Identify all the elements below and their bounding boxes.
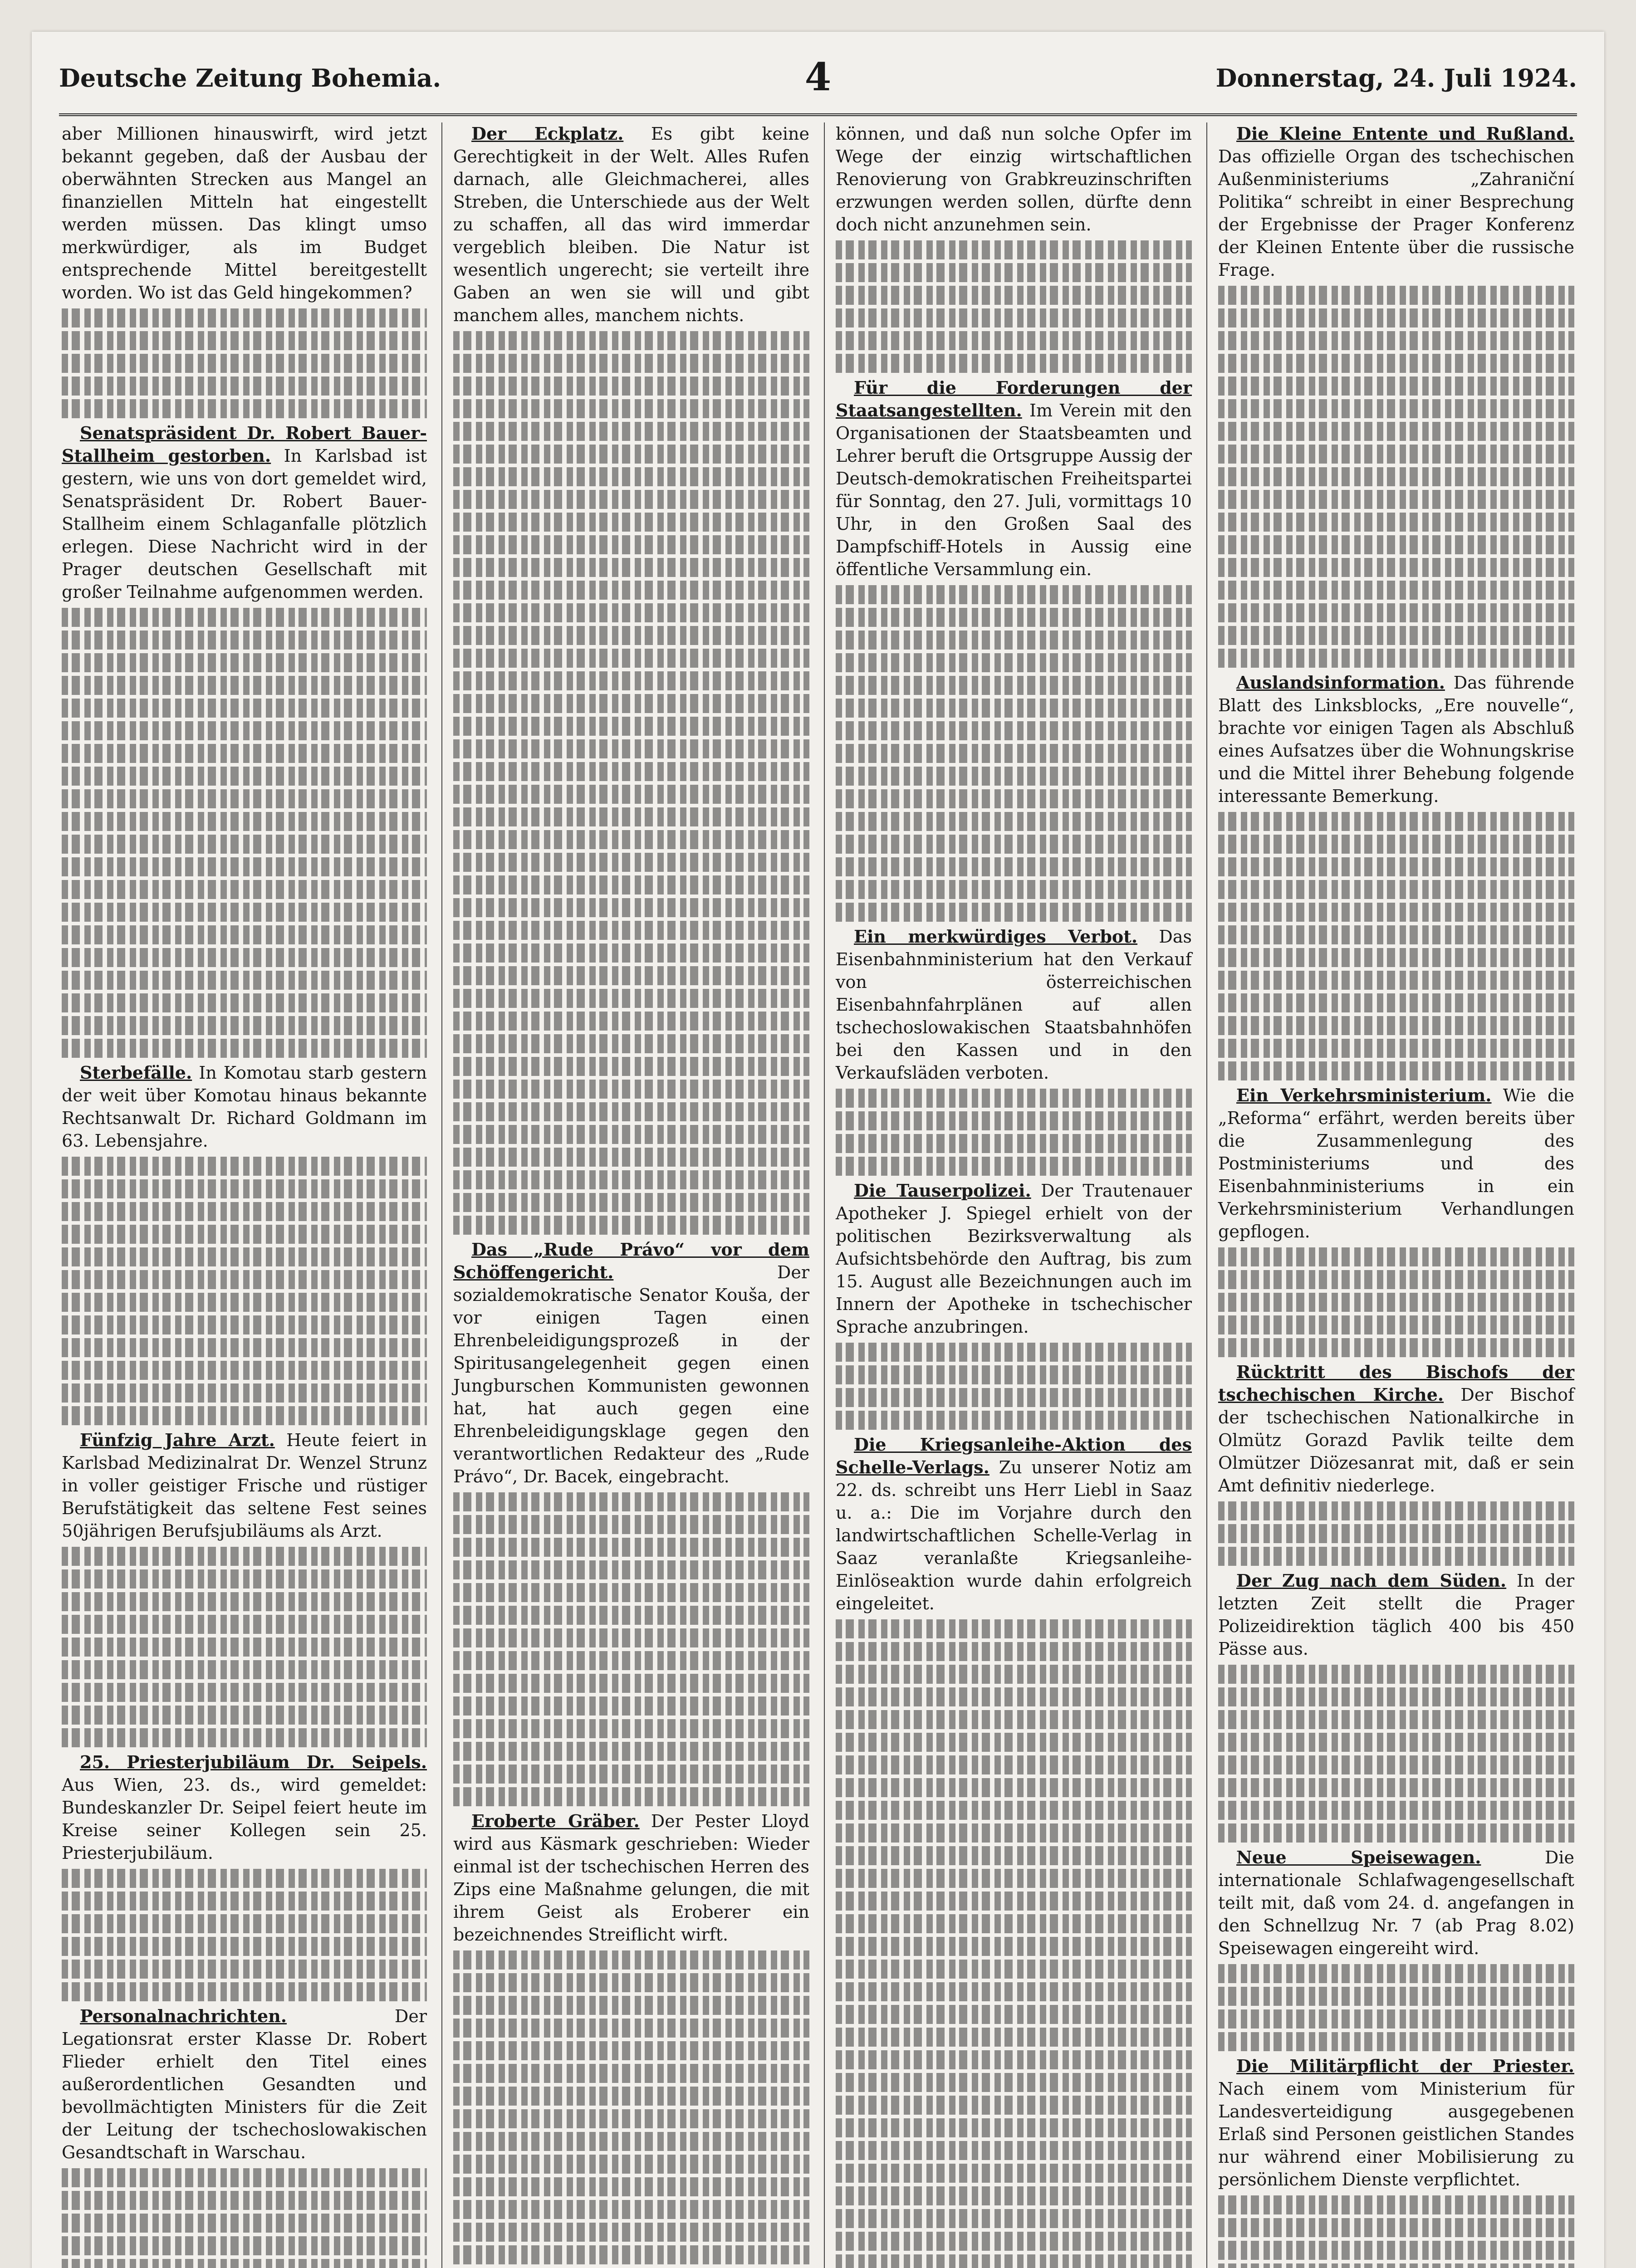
article-text-block [62,1869,427,2001]
article-text: aber Millionen hinauswirft, wird jetzt bekannt gegeben, daß der Ausbau der oberwähnten Strecken aus Mangel an finanziellen Mitteln hat eingestellt werden müssen. Das klingt umso merkwürdiger, als im Budget entsprechende Mittel bereitgestellt worden. Wo ist das Geld hingekommen? [62,124,427,303]
article-text: Zu unserer Notiz am 22. ds. schreibt uns Herr Liebl in Saaz u. a.: Die im Vorjahre durch den landwirtschaftlichen Schelle-Verlag in Saaz veranlaßte Kriegsanleihe-Einlöseaktion wurde dahin erfolgreich eingeleitet. [836,1457,1192,1613]
article-text: können, und daß nun solche Opfer im Wege der einzig wirtschaftlichen Renovierung von Grabkreuzinschriften erzwungen werden sollen, dürfte denn doch nicht anzunehmen sein. [836,124,1192,235]
article-text-block [62,308,427,418]
article-headline: Die Militärpflicht der Priester. [1236,2056,1574,2076]
article-headline: Auslandsinformation. [1236,672,1445,693]
article-headline: Die Kleine Entente und Rußland. [1236,123,1574,144]
article-headline: Sterbefälle. [80,1062,192,1083]
article-text-block [836,1343,1192,1430]
article-text-block [836,585,1192,922]
article-text-block [62,608,427,1058]
article-text: Nach einem vom Ministerium für Landesverteidigung ausgegebenen Erlaß sind Personen geistlichen Standes nur während einer Mobilisierung zu persönlichem Dienste verpflichtet. [1218,2079,1574,2190]
article-text-block [1218,1665,1574,1843]
article-headline: Neue Speisewagen. [1236,1847,1481,1867]
article-text: Heute feiert in Karlsbad Medizinalrat Dr. Wenzel Strunz in voller geistiger Frische und rüstiger Berufstätigkeit das seltene Fest seines 50jährigen Berufsjubiläums als Arzt. [62,1430,427,1541]
article-text: Aus Wien, 23. ds., wird gemeldet: Bundeskanzler Dr. Seipel feiert heute im Kreise seiner Kollegen sein 25. Priesterjubiläum. [62,1775,427,1863]
article-text: Es gibt keine Gerechtigkeit in der Welt. Alles Rufen darnach, alle Gleichmacherei, alles Streben, die Unterschiede aus der Welt zu schaffen, all das wird immerdar vergeblich bleiben. Die Natur ist wesentlich ungerecht; sie verteilt ihre Gaben an wen sie will und gibt manchem alles, manchem nichts. [453,124,809,325]
column-3 [824,122,1195,2268]
article-text-block [836,1619,1192,2268]
column-1 [59,122,430,2268]
article-text-block [836,1089,1192,1176]
article-headline: Eroberte Gräber. [471,1811,640,1831]
article-text: Der Bischof der tschechischen Nationalkirche in Olmütz Gorazd Pavlik teilte dem Olmützer Diözesanrat mit, daß er sein Amt definitiv niederlege. [1218,1385,1574,1496]
article-text-block [62,1157,427,1425]
article-text-block [453,1492,809,1806]
article-text: Wie die „Reforma“ erfährt, werden bereits über die Zusammenlegung des Postministeriums und des Eisenbahnministeriums in ein Verkehrsministerium Verhandlungen gepflogen. [1218,1085,1574,1242]
page-header [59,50,1577,116]
article-text-block [1218,286,1574,668]
article-headline: Personalnachrichten. [80,2006,287,2026]
article-text-block [62,2168,427,2268]
article-text: Der Legationsrat erster Klasse Dr. Robert Flieder erhielt den Titel eines außerordentlichen Gesandten und bevollmächtigten Ministers für die Zeit der Leitung der tschechoslowakischen Gesandtschaft in Warschau. [62,2006,427,2162]
column-2 [441,122,812,2268]
article-text-block [1218,812,1574,1080]
article-text-block [453,331,809,1235]
article-headline: Der Zug nach dem Süden. [1236,1570,1507,1591]
article-text-block [1218,1501,1574,1566]
article-headline: Senatspräsident Dr. Robert Bauer-Stallheim gestorben. [62,423,427,466]
article-text-block [1218,1247,1574,1357]
article-headline: Ein merkwürdiges Verbot. [854,926,1138,947]
article-headline: 25. Priesterjubiläum Dr. Seipels. [80,1752,427,1772]
article-text-block [453,1950,809,2268]
article-text: Das Eisenbahnministerium hat den Verkauf von österreichischen Eisenbahnfahrplänen auf allen tschechoslowakischen Staatsbahnhöfen bei den Kassen und in den Verkaufsläden verboten. [836,927,1192,1083]
article-headline: Die Kriegsanleihe-Aktion des Schelle-Verlags. [836,1434,1192,1477]
article-text: Im Verein mit den Organisationen der Staatsbeamten und Lehrer beruft die Ortsgruppe Aussig der Deutsch-demokratischen Freiheitspartei für Sonntag, den 27. Juli, vormittags 10 Uhr, in den Großen Saal des Dampfschiff-Hotels in Aussig eine öffentliche Versammlung ein. [836,401,1192,579]
article-text: Der sozialdemokratische Senator Kouša, der vor einigen Tagen einen Ehrenbeleidigungsprozeß in der Spiritusangelegenheit gegen einen Jungburschen Kommunisten gewonnen hat, hat auch gegen eine Ehrenbeleidigungsklage gegen den verantwortlichen Redakteur des „Rude Právo“, Dr. Bacek, eingebracht. [453,1262,809,1486]
article-headline: Der Eckplatz. [471,123,624,144]
column-4 [1206,122,1577,2268]
article-headline: Für die Forderungen der Staatsangestellten. [836,377,1192,420]
article-headline: Ein Verkehrsministerium. [1236,1085,1492,1105]
article-headline: Rücktritt des Bischofs der tschechischen Kirche. [1218,1362,1574,1405]
article-text: Die internationale Schlafwagengesellschaft teilt mit, daß vom 24. d. angefangen in den Schnellzug Nr. 7 (ab Prag 8.02) Speisewagen eingereiht wird. [1218,1848,1574,1958]
page-number: 4 [804,54,832,99]
newspaper-page [32,32,1604,2268]
paper-name: Deutsche Zeitung Bohemia. [59,64,441,93]
issue-date: Donnerstag, 24. Juli 1924. [1215,64,1577,93]
article-text: Der Trautenauer Apotheker J. Spiegel erhielt von der politischen Bezirksverwaltung als Aufsichtsbehörde den Auftrag, bis zum 15. August alle Bezeichnungen auch im Innern der Apotheke in tschechischer Sprache anzubringen. [836,1181,1192,1337]
article-text-block [836,240,1192,373]
article-text-block [62,1547,427,1747]
article-headline: Fünfzig Jahre Arzt. [80,1430,275,1450]
article-headline: Die Tauserpolizei. [854,1180,1031,1201]
text-columns [59,122,1577,2268]
article-text: Der Pester Lloyd wird aus Käsmark geschrieben: Wieder einmal ist der tschechischen Herren des Zips eine Maßnahme gelungen, die mit ihrem Geist als Eroberer ein bezeichnendes Streiflicht wirft. [453,1811,809,1945]
article-headline: Das „Rude Právo“ vor dem Schöffengericht. [453,1239,809,1282]
article-text: In der letzten Zeit stellt die Prager Polizeidirektion täglich 400 bis 450 Pässe aus. [1218,1571,1574,1659]
article-text: Das führende Blatt des Linksblocks, „Ere nouvelle“, brachte vor einigen Tagen als Abschluß eines Aufsatzes über die Wohnungskrise und die Mittel ihrer Behebung folgende interessante Bemerkung. [1218,673,1574,806]
article-text: In Komotau starb gestern der weit über Komotau hinaus bekannte Rechtsanwalt Dr. Richard Goldmann im 63. Lebensjahre. [62,1063,427,1151]
article-text: In Karlsbad ist gestern, wie uns von dort gemeldet wird, Senatspräsident Dr. Robert Bauer-Stallheim einem Schlaganfalle plötzlich erlegen. Diese Nachricht wird in der Prager deutschen Gesellschaft mit großer Teilnahme aufgenommen werden. [62,446,427,602]
article-text: Das offizielle Organ des tschechischen Außenministeriums „Zahraniční Politika“ schreibt in einer Besprechung der Ergebnisse der Prager Konferenz der Kleinen Entente über die russische Frage. [1218,147,1574,280]
article-text-block [1218,1964,1574,2051]
article-text-block [1218,2195,1574,2268]
